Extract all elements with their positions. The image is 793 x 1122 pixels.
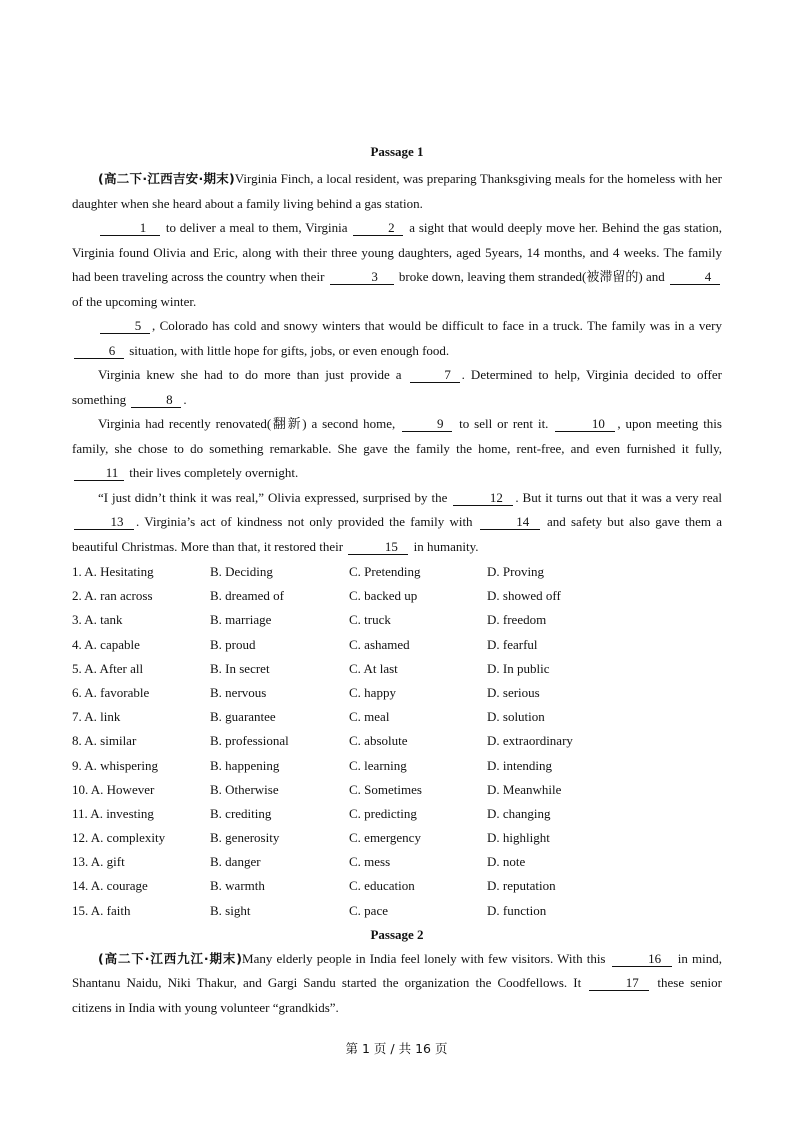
option-row-6 (72, 681, 722, 705)
page-footer: 第 1 页 / 共 16 页 (345, 1041, 448, 1056)
option-11-a[interactable]: 11. A. investing (72, 805, 154, 821)
option-row-14 (72, 874, 722, 898)
option-row-7 (72, 705, 722, 729)
option-15-a[interactable]: 15. A. faith (72, 902, 131, 918)
option-1-d[interactable]: D. Proving (487, 564, 545, 579)
passage1-options (72, 560, 722, 923)
option-12-d[interactable]: D. highlight (487, 830, 550, 846)
option-1-a[interactable]: 1. A. Hesitating (72, 564, 154, 579)
option-12-b[interactable]: B. generosity (210, 830, 280, 846)
blank-3[interactable]: 3 (330, 270, 394, 285)
option-7-c[interactable]: C. meal (349, 709, 390, 725)
option-14-a[interactable]: 14. A. courage (72, 878, 148, 894)
option-13-c[interactable]: C. mess (349, 854, 391, 870)
passage1-paragraph-2: 1 to deliver a meal to them, Virginia 2 a sight that would deeply move her. Behind the gas station, Virginia found Olivia and Eric, along with their three young daughters, aged 5years, 14 months, and 4 weeks. The family had been traveling across the country when their 3 broke down, leaving them stranded(被滞留的) and 4 of the upcoming winter. (72, 220, 723, 309)
option-14-b[interactable]: B. warmth (210, 878, 265, 894)
blank-4[interactable]: 4 (670, 270, 720, 285)
option-2-b[interactable]: B. dreamed of (210, 588, 285, 604)
option-6-d[interactable]: D. serious (487, 684, 540, 700)
option-11-c[interactable]: C. predicting (349, 805, 417, 821)
option-13-d[interactable]: D. note (487, 854, 526, 870)
blank-1[interactable]: 1 (100, 221, 160, 236)
option-3-b[interactable]: B. marriage (210, 612, 272, 628)
option-row-11 (72, 802, 722, 826)
blank-5[interactable]: 5 (100, 319, 150, 334)
option-row-12 (72, 826, 722, 850)
passage1-paragraph-3: 5 , Colorado has cold and snowy winters that would be difficult to face in a truck. The family was in a very 6 situation, with little hope for gifts, jobs, or even enough food. (72, 314, 722, 363)
option-12-c[interactable]: C. emergency (349, 830, 421, 846)
option-9-a[interactable]: 9. A. whispering (72, 757, 158, 773)
passage1-source: (高二下·江西吉安·期末) (98, 171, 235, 186)
option-5-a[interactable]: 5. A. After all (72, 660, 144, 676)
option-10-d[interactable]: D. Meanwhile (487, 781, 562, 797)
option-4-b[interactable]: B. proud (210, 636, 256, 652)
option-8-c[interactable]: C. absolute (349, 733, 408, 749)
blank-15[interactable]: 15 (348, 540, 408, 555)
blank-14[interactable]: 14 (480, 515, 540, 530)
passage1-title: Passage 1 (370, 144, 424, 159)
passage1-paragraph-6: “I just didn’t think it was real,” Olivia expressed, surprised by the 12 . But it turns out that it was a very real 13 . Virginia’s act of kindness not only provided the family with 14 and safety but also gave them a beautiful Christmas. More than that, it restored their 15 in humanity. (72, 489, 722, 554)
option-row-8 (72, 729, 722, 753)
option-2-d[interactable]: D. showed off (487, 588, 561, 604)
blank-11[interactable]: 11 (74, 466, 124, 481)
option-11-b[interactable]: B. crediting (210, 805, 272, 821)
option-14-d[interactable]: D. reputation (487, 878, 556, 894)
option-10-a[interactable]: 10. A. However (72, 781, 155, 797)
passage2-paragraph-1: (高二下·江西九江·期末)Many elderly people in India feel lonely with few visitors. With this 16 in mind, Shantanu Naidu, Niki Thakur, and Gargi Sandu started the organization the Coodfellows. It 17 these senior citizens in India with young volunteer “grandkids”. (72, 950, 722, 1015)
option-8-a[interactable]: 8. A. similar (72, 733, 137, 749)
option-15-b[interactable]: B. sight (210, 902, 251, 918)
option-row-2 (72, 584, 722, 608)
blank-7[interactable]: 7 (410, 368, 460, 383)
option-row-1 (72, 560, 722, 584)
blank-9[interactable]: 9 (402, 417, 452, 432)
option-row-3 (72, 608, 722, 632)
option-row-10 (72, 778, 722, 802)
blank-12[interactable]: 12 (453, 491, 513, 506)
option-9-c[interactable]: C. learning (349, 757, 407, 773)
blank-16[interactable]: 16 (612, 952, 672, 967)
option-12-a[interactable]: 12. A. complexity (72, 830, 166, 846)
option-5-d[interactable]: D. In public (487, 660, 550, 676)
option-15-c[interactable]: C. pace (349, 902, 388, 918)
option-14-c[interactable]: C. education (349, 878, 415, 894)
option-3-d[interactable]: D. freedom (487, 612, 547, 628)
passage1-paragraph-1: (高二下·江西吉安·期末)Virginia Finch, a local resident, was preparing Thanksgiving meals for the homeless with her daughter when she heard about a family living behind a gas station. (72, 171, 722, 211)
option-13-b[interactable]: B. danger (210, 854, 261, 870)
blank-2[interactable]: 2 (353, 221, 403, 236)
option-6-a[interactable]: 6. A. favorable (72, 684, 150, 700)
option-row-4 (72, 633, 722, 657)
blank-6[interactable]: 6 (74, 344, 124, 359)
passage2-title: Passage 2 (370, 926, 424, 942)
option-row-13 (72, 850, 722, 874)
option-2-a[interactable]: 2. A. ran across (72, 588, 153, 604)
option-7-d[interactable]: D. solution (487, 709, 545, 725)
blank-10[interactable]: 10 (555, 417, 615, 432)
option-7-b[interactable]: B. guarantee (210, 709, 276, 725)
option-8-b[interactable]: B. professional (210, 733, 289, 749)
option-row-15 (72, 899, 722, 923)
option-3-c[interactable]: C. truck (349, 612, 391, 628)
option-6-b[interactable]: B. nervous (210, 684, 267, 700)
option-5-b[interactable]: B. In secret (210, 660, 270, 676)
option-4-c[interactable]: C. ashamed (349, 636, 410, 652)
option-8-d[interactable]: D. extraordinary (487, 733, 573, 749)
passage1-paragraph-5: Virginia had recently renovated(翻新) a second home, 9 to sell or rent it. 10 , upon meeting this family, she chose to do something remarkable. She gave the family the home, rent-free, and even furnished it fully, 11 their lives completely overnight. (72, 416, 722, 480)
option-3-a[interactable]: 3. A. tank (72, 612, 123, 628)
passage1-paragraph-4: Virginia knew she had to do more than just provide a 7 . Determined to help, Virginia decided to offer something 8 . (72, 367, 722, 407)
option-1-c[interactable]: C. Pretending (349, 564, 421, 579)
option-11-d[interactable]: D. changing (487, 805, 551, 821)
option-6-c[interactable]: C. happy (349, 684, 396, 700)
blank-17[interactable]: 17 (589, 976, 649, 991)
option-row-5 (72, 657, 722, 681)
option-9-d[interactable]: D. intending (487, 757, 552, 773)
option-10-c[interactable]: C. Sometimes (349, 781, 422, 797)
option-4-d[interactable]: D. fearful (487, 636, 538, 652)
option-15-d[interactable]: D. function (487, 902, 547, 918)
option-2-c[interactable]: C. backed up (349, 588, 418, 604)
option-7-a[interactable]: 7. A. link (72, 709, 121, 725)
blank-8[interactable]: 8 (131, 393, 181, 408)
blank-13[interactable]: 13 (74, 515, 134, 530)
option-1-b[interactable]: B. Deciding (210, 564, 273, 579)
document-page (72, 143, 722, 1020)
option-13-a[interactable]: 13. A. gift (72, 854, 125, 870)
passage2-source: (高二下·江西九江·期末) (98, 950, 243, 966)
option-9-b[interactable]: B. happening (210, 757, 280, 773)
option-4-a[interactable]: 4. A. capable (72, 636, 140, 652)
option-5-c[interactable]: C. At last (349, 660, 398, 676)
option-row-9 (72, 754, 722, 778)
option-10-b[interactable]: B. Otherwise (210, 781, 279, 797)
